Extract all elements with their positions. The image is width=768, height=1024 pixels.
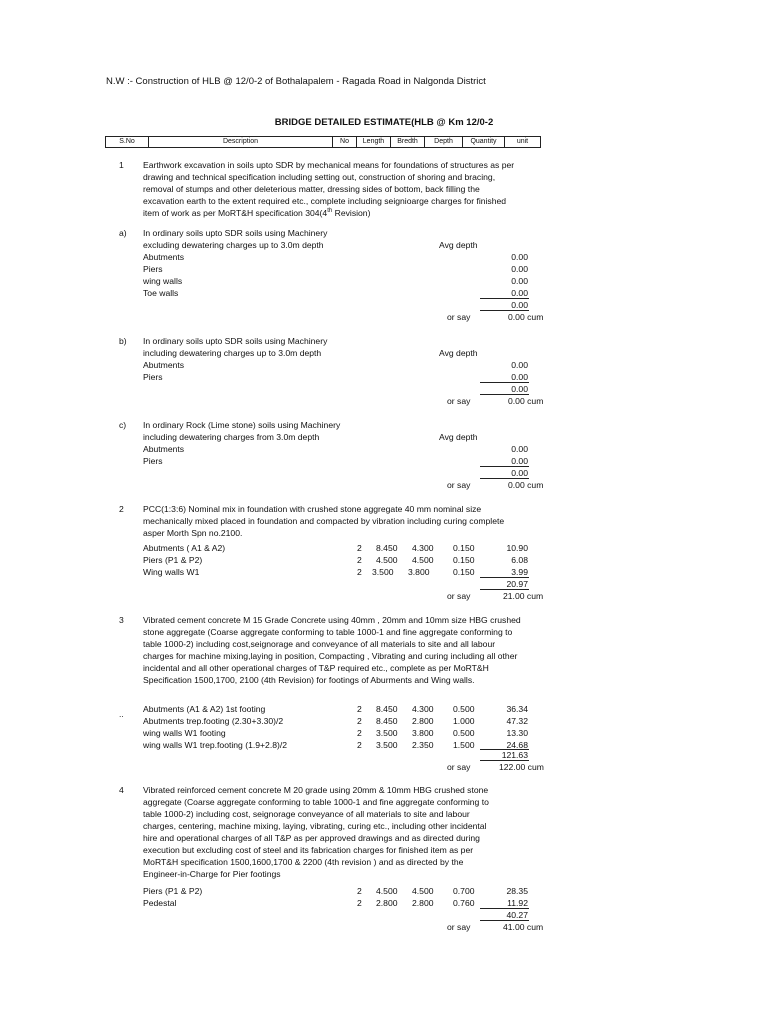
desc-line: aggregate (Coarse aggregate conforming to table 1000-1 and fine aggregate conforming to xyxy=(143,797,489,807)
column-header-table xyxy=(105,136,541,148)
desc-line: hire and operational charges of all T&P as per approved drawings and as directed during xyxy=(143,833,480,843)
desc-line: asper Morth Spn no.2100. xyxy=(143,528,243,538)
row-depth: 1.500 xyxy=(453,740,475,750)
subtotal: 20.97 xyxy=(506,579,528,589)
or-say-label: or say xyxy=(447,762,471,772)
desc-line: Vibrated reinforced cement concrete M 20 grade using 20mm & 10mm HBG crushed stone xyxy=(143,785,489,795)
subitem-desc: excluding dewatering charges up to 3.0m depth xyxy=(143,240,324,250)
row-depth: 0.760 xyxy=(453,898,475,908)
row-qty: 36.34 xyxy=(506,704,528,714)
desc-line: table 1000-2) including cost,seignorage and conveyance of all materials to site and all labour xyxy=(143,639,496,649)
row-bredth: 3.800 xyxy=(412,728,434,738)
final-quantity: 122.00 cum xyxy=(499,762,544,772)
row-qty: 0.00 xyxy=(511,252,528,262)
row-name: Toe walls xyxy=(143,288,179,298)
row-qty: 0.00 xyxy=(511,288,528,298)
row-bredth: 4.500 xyxy=(412,555,434,565)
subtotal: 121.63 xyxy=(501,750,528,760)
row-name: Piers (P1 & P2) xyxy=(143,886,203,896)
row-no: 2 xyxy=(357,886,362,896)
row-length: 4.500 xyxy=(376,555,398,565)
work-name-line: N.W :- Construction of HLB @ 12/0-2 of Bothalapalem - Ragada Road in Nalgonda District xyxy=(106,76,486,87)
row-length: 3.500 xyxy=(376,728,398,738)
col-unit: unit xyxy=(505,137,541,148)
desc-line: charges for machine mixing,laying in position, Compacting , Vibrating and curing including all other xyxy=(143,651,518,661)
row-name: Piers xyxy=(143,372,163,382)
row-depth: 0.150 xyxy=(453,543,475,553)
row-qty: 10.90 xyxy=(506,543,528,553)
desc-line: stone aggregate (Coarse aggregate conforming to table 1000-1 and fine aggregate conforming to xyxy=(143,627,513,637)
row-qty: 0.00 xyxy=(511,444,528,454)
desc-line: incidental and all other operational charges of T&P required etc., complete as per MoRT&H xyxy=(143,663,489,673)
row-depth: 0.500 xyxy=(453,728,475,738)
row-name: Abutments ( A1 & A2) xyxy=(143,543,226,553)
item-number: 2 xyxy=(119,504,124,514)
item-number: 4 xyxy=(119,785,124,795)
desc-line: removal of stumps and other deleterious matter, dressing sides of bottom, back filling the xyxy=(143,184,480,194)
subitem-desc: including dewatering charges from 3.0m depth xyxy=(143,432,320,442)
row-qty: 28.35 xyxy=(506,886,528,896)
row-qty: 47.32 xyxy=(506,716,528,726)
row-no: 2 xyxy=(357,716,362,726)
desc-line: mechanically mixed placed in foundation and compacted by vibration including curing complete xyxy=(143,516,505,526)
row-name: Piers xyxy=(143,456,163,466)
row-qty: 24.68 xyxy=(506,740,528,750)
desc-line: excavation earth to the extent required etc., complete including seignioarge charges for finished xyxy=(143,196,507,206)
row-name: Abutments (A1 & A2) 1st footing xyxy=(143,704,266,714)
row-depth: 0.700 xyxy=(453,886,475,896)
row-depth: 0.150 xyxy=(453,567,475,577)
row-name: Abutments xyxy=(143,252,185,262)
desc-line: PCC(1:3:6) Nominal mix in foundation with crushed stone aggregate 40 mm nominal size xyxy=(143,504,482,514)
row-name: Abutments xyxy=(143,444,185,454)
row-name: wing walls xyxy=(143,276,183,286)
row-name: Piers xyxy=(143,264,163,274)
subitem-desc: In ordinary soils upto SDR soils using Machinery xyxy=(143,336,328,346)
row-name: Pedestal xyxy=(143,898,177,908)
desc-line: item of work as per MoRT&H specification 304(4th Revision) xyxy=(143,208,371,218)
desc-line: Vibrated cement concrete M 15 Grade Concrete using 40mm , 20mm and 10mm size HBG crushed xyxy=(143,615,521,625)
row-no: 2 xyxy=(357,704,362,714)
desc-line: Specification 1500,1700, 2100 (4th Revision) for footings of Aburments and Wing walls. xyxy=(143,675,475,685)
item-description xyxy=(143,503,551,539)
subitem-label: b) xyxy=(119,336,127,346)
col-depth: Depth xyxy=(425,137,463,148)
row-qty: 0.00 xyxy=(511,264,528,274)
subitem-label: c) xyxy=(119,420,127,430)
row-name: Abutments xyxy=(143,360,185,370)
item-number: 3 xyxy=(119,615,124,625)
item-number: 1 xyxy=(119,160,124,170)
or-say-label: or say xyxy=(447,591,471,601)
final-quantity: 21.00 cum xyxy=(503,591,544,601)
row-marker: .. xyxy=(119,709,124,719)
row-qty: 0.00 xyxy=(511,360,528,370)
col-description: Description xyxy=(149,137,333,148)
subtotal: 0.00 xyxy=(511,468,528,478)
row-name: wing walls W1 footing xyxy=(143,728,226,738)
col-bredth: Bredth xyxy=(391,137,425,148)
row-name: Piers (P1 & P2) xyxy=(143,555,203,565)
or-say-label: or say xyxy=(447,480,471,490)
col-no: No xyxy=(333,137,357,148)
row-length: 4.500 xyxy=(376,886,398,896)
row-qty: 0.00 xyxy=(511,456,528,466)
row-length: 2.800 xyxy=(376,898,398,908)
row-depth: 0.500 xyxy=(453,704,475,714)
or-say-label: or say xyxy=(447,396,471,406)
desc-line: execution but excluding cost of steel and its fabrication charges for finished item as per xyxy=(143,845,474,855)
final-quantity: 0.00 cum xyxy=(508,480,544,490)
row-bredth: 4.300 xyxy=(412,704,434,714)
desc-line: MoRT&H specification 1500,1600,1700 & 2200 (4th revision ) and as directed by the xyxy=(143,857,464,867)
subtotal: 0.00 xyxy=(511,384,528,394)
row-bredth: 4.300 xyxy=(412,543,434,553)
subitem-label: a) xyxy=(119,228,127,238)
subitem-desc: In ordinary Rock (Lime stone) soils using Machinery xyxy=(143,420,341,430)
final-quantity: 0.00 cum xyxy=(508,312,544,322)
desc-line: charges, centering, machine mixing, laying, vibrating, curing etc., including other incidental xyxy=(143,821,487,831)
row-no: 2 xyxy=(357,543,362,553)
row-qty: 13.30 xyxy=(506,728,528,738)
row-length: 3.500 xyxy=(372,567,394,577)
or-say-label: or say xyxy=(447,922,471,932)
row-name: wing walls W1 trep.footing (1.9+2.8)/2 xyxy=(143,740,288,750)
row-name: Abutments trep.footing (2.30+3.30)/2 xyxy=(143,716,284,726)
row-name: Wing walls W1 xyxy=(143,567,200,577)
avg-depth-label: Avg depth xyxy=(439,432,478,442)
row-bredth: 4.500 xyxy=(412,886,434,896)
row-bredth: 2.800 xyxy=(412,716,434,726)
final-quantity: 0.00 cum xyxy=(508,396,544,406)
row-no: 2 xyxy=(357,898,362,908)
row-bredth: 3.800 xyxy=(408,567,430,577)
row-bredth: 2.350 xyxy=(412,740,434,750)
row-qty: 0.00 xyxy=(511,276,528,286)
row-no: 2 xyxy=(357,728,362,738)
row-depth: 1.000 xyxy=(453,716,475,726)
row-qty: 6.08 xyxy=(511,555,528,565)
row-length: 3.500 xyxy=(376,740,398,750)
col-quantity: Quantity xyxy=(463,137,505,148)
row-bredth: 2.800 xyxy=(412,898,434,908)
row-qty: 0.00 xyxy=(511,372,528,382)
or-say-label: or say xyxy=(447,312,471,322)
item-description xyxy=(143,159,551,219)
col-sno: S.No xyxy=(106,137,149,148)
avg-depth-label: Avg depth xyxy=(439,240,478,250)
desc-line: drawing and technical specification including setting out, construction of shoring and bracing, xyxy=(143,172,496,182)
row-depth: 0.150 xyxy=(453,555,475,565)
avg-depth-label: Avg depth xyxy=(439,348,478,358)
row-length: 8.450 xyxy=(376,704,398,714)
subtotal: 0.00 xyxy=(511,300,528,310)
subitem-desc: including dewatering charges up to 3.0m depth xyxy=(143,348,322,358)
row-length: 8.450 xyxy=(376,543,398,553)
row-no: 2 xyxy=(357,567,362,577)
desc-line: Earthwork excavation in soils upto SDR by mechanical means for foundations of structures as per xyxy=(143,160,515,170)
desc-line: Engineer-in-Charge for Pier footings xyxy=(143,869,281,879)
subitem-desc: In ordinary soils upto SDR soils using Machinery xyxy=(143,228,328,238)
row-qty: 3.99 xyxy=(511,567,528,577)
item-description xyxy=(143,614,551,686)
row-qty: 11.92 xyxy=(507,898,528,908)
estimate-title: BRIDGE DETAILED ESTIMATE(HLB @ Km 12/0-2 xyxy=(274,117,494,128)
final-quantity: 41.00 cum xyxy=(503,922,544,932)
row-no: 2 xyxy=(357,740,362,750)
subtotal: 40.27 xyxy=(506,910,528,920)
item-description xyxy=(143,784,551,880)
row-no: 2 xyxy=(357,555,362,565)
col-length: Length xyxy=(357,137,391,148)
row-length: 8.450 xyxy=(376,716,398,726)
desc-line: table 1000-2) including cost, seignorage conveyance of all materials to site and labour xyxy=(143,809,470,819)
